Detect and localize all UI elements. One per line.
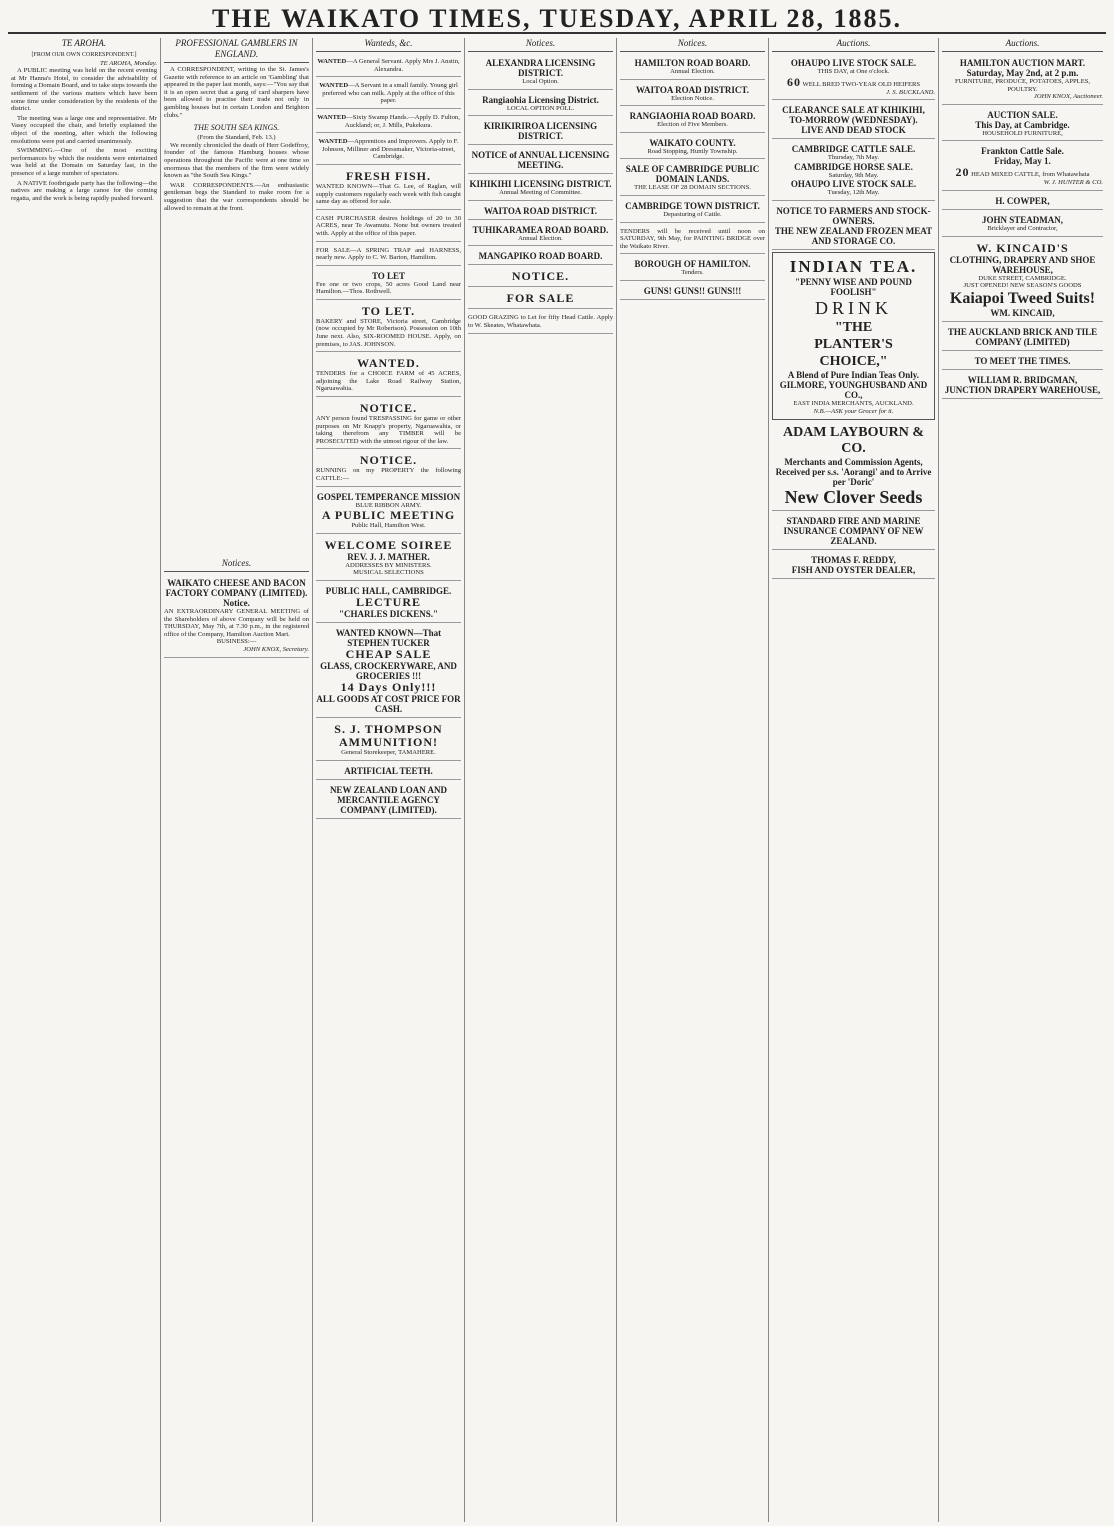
- knox: JOHN KNOX, Auctioneer.: [1033, 93, 1103, 101]
- ad-thompson: [316, 720, 461, 761]
- ad-trap: [316, 244, 461, 266]
- nb: N.B.—ASK your Grocer for it.: [813, 407, 894, 415]
- public-meeting: A PUBLIC MEETING: [321, 508, 456, 523]
- ad-wanted-4: [316, 135, 461, 165]
- hamilton-mart: HAMILTON AUCTION MART.: [959, 58, 1086, 68]
- ohaupo2: OHAUPO LIVE STOCK SALE.: [790, 179, 917, 190]
- frozen: THE NEW ZEALAND FROZEN MEAT AND STORAGE CO.: [774, 225, 933, 246]
- col3-head: Wanteds, &c.: [316, 38, 461, 52]
- lease: THE LEASE OF 28 DOMAIN SECTIONS.: [634, 184, 751, 192]
- ad-title: WANTED: [317, 113, 347, 121]
- ad-wanted-3: [316, 111, 461, 133]
- ad-clearance: [772, 102, 935, 139]
- ad-ohaupo: [772, 55, 935, 100]
- frankton: Frankton Cattle Sale.: [981, 146, 1064, 157]
- column-1: [8, 38, 160, 1522]
- masthead: [0, 4, 1114, 34]
- ad-guns: [620, 283, 765, 300]
- kirikiri-title: KIRIKIRIROA LICENSING DISTRICT.: [483, 121, 598, 142]
- ad-text: —Sixty Swamp Hands.—Apply D. Fulton, Auckland; or, J. Mills, Pukekura.: [344, 113, 460, 129]
- masthead-title: THE WAIKATO TIMES, TUESDAY, APRIL 28, 1885.: [212, 4, 902, 33]
- annual-meeting: Annual Meeting of Committee.: [499, 189, 582, 197]
- the: "THE: [834, 319, 873, 335]
- hall-text: Public Hall, Hamilton West.: [351, 522, 426, 530]
- local-option: Local Option.: [522, 78, 559, 85]
- clothing: CLOTHING, DRAPERY AND SHOE WAREHOUSE,: [949, 254, 1096, 275]
- col2-para2: We recently chronicled the death of Herr Godeffroy, founder of the famous Hamburg houses whose operations throughout the Pacific were at one time so enormous that the members of the firm were widely known as "the South Sea Kings.": [164, 141, 309, 180]
- storekeeper: General Storekeeper, TAMAHERE.: [341, 748, 436, 756]
- bridgman: WILLIAM R. BRIDGMAN,: [967, 374, 1078, 385]
- laybourn: ADAM LAYBOURN & CO.: [782, 425, 925, 457]
- cowper: H. COWPER,: [995, 195, 1050, 206]
- ad-domain-sale: [620, 161, 765, 196]
- bricklayer: Bricklayer and Contractor,: [987, 224, 1058, 232]
- rev-mather: REV. J. J. MATHER.: [347, 551, 430, 562]
- glass: GLASS, CROCKERYWARE, AND GROCERIES !!!: [320, 660, 457, 681]
- thompson: S. J. THOMPSON: [334, 721, 443, 736]
- gilmore: GILMORE, YOUNGHUSBAND AND CO.,: [779, 379, 928, 400]
- ad-text: —A General Servant. Apply Mrs J. Anstin, Alexandra.: [346, 58, 460, 73]
- dickens: "CHARLES DICKENS.": [338, 608, 438, 619]
- tolet-text: Fee one or two crops, 50 acres Good Land near Hamilton.—Thos. Rothwell.: [316, 280, 461, 296]
- ad-bridgman: [942, 372, 1103, 399]
- kincaid: W. KINCAID'S: [976, 240, 1069, 255]
- tuesday: Tuesday, 12th May.: [827, 189, 880, 197]
- penny: "PENNY WISE AND POUND FOOLISH": [795, 276, 912, 297]
- ad-frankton: [942, 143, 1103, 191]
- column-5: [616, 38, 768, 1522]
- ad-wanted-farm: [316, 354, 461, 397]
- ad-title: WANTED: [317, 58, 347, 65]
- wm-kincaid: WM. KINCAID,: [990, 307, 1055, 318]
- ad-meet-times: [942, 353, 1103, 370]
- waitoa-title: WAITOA ROAD DISTRICT.: [484, 205, 597, 216]
- public-hall: PUBLIC HALL, CAMBRIDGE.: [325, 585, 452, 596]
- notice-title: NOTICE.: [359, 401, 418, 416]
- this-day: This Day, at Cambridge.: [975, 119, 1070, 130]
- ad-tolet: [316, 268, 461, 300]
- fourteen-days: 14 Days Only!!!: [340, 679, 437, 694]
- ad-text: —A Servant in a small family. Young girl preferred who can milk. Apply at the office of this paper.: [322, 82, 458, 105]
- ad-steadman: [942, 212, 1103, 237]
- ribbon-text: BLUE RIBBON ARMY.: [355, 501, 422, 509]
- ammunition: AMMUNITION!: [339, 734, 438, 749]
- furniture: FURNITURE, PRODUCE, POTATOES, APPLES, POULTRY.: [954, 78, 1091, 93]
- ad-teeth: [316, 763, 461, 780]
- ad-tenders-bridge: [620, 225, 765, 255]
- ad-gospel: [316, 489, 461, 534]
- teeth: ARTIFICIAL TEETH.: [344, 765, 433, 776]
- duke: DUKE STREET, CAMBRIDGE.: [978, 274, 1067, 282]
- ad-borough: [620, 256, 765, 281]
- cambridge-town: CAMBRIDGE TOWN DISTRICT.: [625, 200, 760, 211]
- running-text: RUNNING on my PROPERTY the following CATTLE:—: [316, 467, 461, 482]
- merchants: Merchants and Commission Agents,: [784, 457, 923, 468]
- reddy: THOMAS F. REDDY,: [811, 555, 896, 566]
- col1-head: TE AROHA.: [61, 38, 107, 48]
- guns: GUNS! GUNS!! GUNS!!!: [643, 285, 742, 296]
- musical: MUSICAL SELECTIONS: [353, 569, 424, 577]
- ad-title: WANTED: [319, 82, 349, 90]
- mixed: HEAD MIXED CATTLE, from Whatawhata: [971, 171, 1090, 179]
- masthead-rule: [8, 32, 1106, 34]
- rangiaohia-title: Rangiaohia Licensing District.: [482, 94, 599, 105]
- live-dead: LIVE AND DEAD STOCK: [801, 125, 906, 136]
- ad-wanted-2: [316, 79, 461, 109]
- col1-para4: A NATIVE footbrigade party has the following—the natives are making a large canoe for the coming regatta, and the work is being rapidly pushed forward.: [11, 179, 157, 202]
- local-poll: LOCAL OPTION POLL.: [506, 104, 575, 112]
- all-goods: ALL GOODS AT COST PRICE FOR CASH.: [316, 693, 461, 714]
- alex-title: ALEXANDRA LICENSING DISTRICT.: [485, 58, 596, 78]
- col1-dateline: TE AROHA, Monday.: [99, 59, 157, 67]
- tuhikaramea-title: TUHIKARAMEA ROAD BOARD.: [472, 224, 609, 235]
- bakery-text: BAKERY and STORE, Victoria street, Cambridge (now occupied by Mr Robertson). Possession on 10th June next. Also, SIX-ROOMED HOUSE. Apply, on premises, to JAS. JOHNSON.: [316, 317, 461, 348]
- ad-reddy: [772, 552, 935, 579]
- wanted2-title: WANTED.: [357, 356, 420, 371]
- col2-head: PROFESSIONAL GAMBLERS IN ENGLAND.: [164, 38, 309, 63]
- ad-forsale: [468, 289, 613, 309]
- col2-para1: A CORRESPONDENT, writing to the St. James's Gazette with reference to an article on 'Gambling' that appeared in the paper last month, says:—"You say that it is an open secret that a gang of card sharpers have been allowed to practise their trade not only in gambling houses but in certain London and Brighton clubs.": [164, 66, 309, 119]
- col2-para3: WAR CORRESPONDENTS.—An enthusiastic gentleman begs the Standard to make room for a suggestion that the war correspondents should be allowed to remain at the front.: [164, 181, 309, 212]
- ad-notice-cattle: [316, 451, 461, 486]
- column-6: [768, 38, 938, 1522]
- standard: STANDARD FIRE AND MARINE INSURANCE COMPANY OF NEW ZEALAND.: [783, 516, 924, 547]
- depasturing: Depasturing of Cattle.: [663, 210, 722, 218]
- kaiapoi: Kaiapoi Tweed Suits!: [949, 289, 1096, 307]
- ad-standard: [772, 513, 935, 550]
- new-clover: New Clover Seeds: [784, 487, 923, 508]
- agency: NEW ZEALAND LOAN AND MERCANTILE AGENCY COMPANY (LIMITED).: [329, 784, 448, 815]
- ad-laybourn: [772, 422, 935, 511]
- heifers: WELL BRED TWO-YEAR OLD HEIFERS: [802, 80, 921, 88]
- column-4: [464, 38, 616, 1522]
- road-stopping: Road Stopping, Huntly Township.: [647, 147, 738, 155]
- ad-annual-licensing: [468, 147, 613, 174]
- ad-hamilton-mart: [942, 55, 1103, 105]
- annual-election: Annual Election.: [518, 234, 563, 242]
- ad-rangiaohia-rb: [620, 108, 765, 133]
- waikato-county: WAIKATO COUNTY.: [649, 137, 736, 148]
- five-members: Election of Five Members.: [657, 121, 728, 129]
- tenders-bridge: TENDERS will be received until noon on SATURDAY, 9th May, for PAINTING BRIDGE over the Waikato River.: [620, 227, 765, 250]
- clearance: CLEARANCE SALE AT KIHIKIHI,: [782, 105, 925, 116]
- ad-indian-tea: [772, 252, 935, 420]
- addresses: ADDRESSES BY MINISTERS.: [345, 561, 432, 569]
- choice: CHOICE,": [819, 353, 888, 369]
- east: EAST INDIA MERCHANTS, AUCKLAND.: [793, 399, 914, 407]
- col1-para2: The meeting was a large one and representative. Mr Vasey occupied the chair, and briefly explained the object of the meeting, after which the following resolutions were put and carried unanimously.: [11, 114, 157, 145]
- farmers: NOTICE TO FARMERS AND STOCK-OWNERS.: [776, 205, 931, 226]
- cheese-notice: Notice.: [223, 598, 250, 608]
- ad-cash: [316, 212, 461, 242]
- welcome-soiree: WELCOME SOIREE: [324, 537, 453, 552]
- cambridge-cattle: CAMBRIDGE CATTLE SALE.: [791, 144, 916, 155]
- col7-head: Auctions.: [942, 38, 1103, 52]
- auction-sale: AUCTION SALE.: [987, 109, 1058, 120]
- just-opened: JUST OPENED! NEW SEASON'S GOODS: [963, 282, 1082, 290]
- borough: BOROUGH OF HAMILTON.: [634, 259, 751, 270]
- ad-rangiaohia-licensing: [468, 92, 613, 117]
- ad-notice: [468, 267, 613, 287]
- ad-waitoa-rd: [620, 82, 765, 107]
- ad-tuhikaramea: [468, 222, 613, 247]
- meet-times: TO MEET THE TIMES.: [974, 355, 1071, 366]
- drink: DRINK: [815, 297, 892, 318]
- ad-title: WANTED: [318, 138, 348, 146]
- columns: [8, 38, 1106, 1522]
- annual-title: NOTICE of ANNUAL LICENSING MEETING.: [471, 150, 610, 171]
- gospel-title: GOSPEL TEMPERANCE MISSION: [316, 491, 461, 502]
- cheese-title: WAIKATO CHEESE AND BACON FACTORY COMPANY (LIMITED).: [165, 578, 308, 598]
- tucker: STEPHEN TUCKER: [347, 637, 430, 648]
- ad-farmers: [772, 203, 935, 250]
- col2-head2: THE SOUTH SEA KINGS.: [193, 123, 280, 133]
- cheese-text: AN EXTRAORDINARY GENERAL MEETING of the Shareholders of above Company will be held on THURSDAY, May 7th, at 7.30 p.m., in the registered office of the Company, Hamilton Auction Mart.: [164, 608, 309, 638]
- ad-kincaid: [942, 239, 1103, 322]
- tolet-title: TO LET: [371, 270, 406, 281]
- friday: Friday, May 1.: [994, 156, 1051, 167]
- col1-para3: SWIMMING.—One of the most exciting performances by which the residents were entertained was held at the Domain on Saturday last, in the presence of a large number of spectators.: [11, 147, 157, 177]
- ad-hamilton-rb: [620, 55, 765, 80]
- ad-fresh-fish: [316, 167, 461, 210]
- ad-tolet-2: [316, 302, 461, 352]
- ad-notice-trespass: [316, 399, 461, 449]
- ad-cambridge-sales: [772, 141, 935, 201]
- mangapiko-title: MANGAPIKO ROAD BOARD.: [478, 251, 603, 262]
- planters: PLANTER'S: [814, 336, 893, 352]
- cheap-sale: CHEAP SALE: [345, 646, 432, 661]
- twenty: 20: [955, 165, 970, 180]
- ad-text: —Apprentices and Improvers. Apply to F. Johnson, Milliner and Dressmaker, Victoria-street, Cambridge.: [321, 138, 459, 161]
- column-2-notices: [160, 558, 312, 1522]
- tolet2-title: TO LET.: [361, 303, 416, 318]
- ad-kirikiriroa: [468, 118, 613, 145]
- thursday: Thursday, 7th May.: [827, 154, 880, 162]
- ad-grazing: [468, 311, 613, 333]
- ad-waikato-county: [620, 135, 765, 160]
- ad-kihikihi: [468, 176, 613, 201]
- col1-sub: [FROM OUR OWN CORRESPONDENT.]: [31, 52, 137, 58]
- forsale-title: FOR SALE: [506, 291, 575, 306]
- steadman: JOHN STEADMAN,: [981, 214, 1063, 225]
- ad-brick: [942, 324, 1103, 351]
- column-7: [938, 38, 1106, 1522]
- col4-head: Notices.: [468, 38, 613, 52]
- sat2: Saturday, May 2nd, at 2 p.m.: [966, 68, 1079, 78]
- fresh-fish-text: WANTED KNOWN—That G. Lee, of Raglan, will supply customers regularly each week with fish caught same day as offered for sale.: [316, 182, 461, 206]
- junction: JUNCTION DRAPERY WAREHOUSE,: [944, 384, 1101, 395]
- column-3: [312, 38, 464, 1522]
- ad-agency: [316, 782, 461, 819]
- tomorrow: TO-MORROW (WEDNESDAY).: [789, 115, 918, 126]
- blend: A Blend of Pure Indian Teas Only.: [787, 369, 920, 380]
- saturday: Saturday, 9th May.: [828, 171, 879, 179]
- ad-soiree: [316, 536, 461, 581]
- grazing-text: GOOD GRAZING to Let for fifty Head Cattle. Apply to W. Skeates, Whatawhata.: [468, 314, 613, 329]
- ohaupo-title: OHAUPO LIVE STOCK SALE.: [790, 58, 917, 68]
- election-notice: Election Notice.: [671, 94, 714, 102]
- cheese-secretary: JOHN KNOX, Secretary.: [243, 645, 309, 653]
- rangiaohia-rb: RANGIAOHIA ROAD BOARD.: [629, 111, 756, 122]
- ad-auction-sale: [942, 107, 1103, 142]
- buckland: J. S. BUCKLAND.: [886, 88, 935, 96]
- col1-para1: A PUBLIC meeting was held on the recent evening at Mr Hanna's Hotel, to consider the advisability of forming a Domain Board, and to take steps towards the settlement of the various matters which have been some time under consideration by the residents of the district.: [11, 67, 157, 113]
- notice2-title: NOTICE.: [359, 453, 418, 468]
- kihikihi-title: KIHIKIHI LICENSING DISTRICT.: [469, 179, 612, 190]
- hamilton-rb: HAMILTON ROAD BOARD.: [634, 58, 751, 68]
- ad-cambridge-town: [620, 198, 765, 223]
- ad-lecture: [316, 583, 461, 623]
- horse-sale: CAMBRIDGE HORSE SALE.: [794, 161, 913, 172]
- ad-mangapiko: [468, 248, 613, 265]
- ad-alexandra: [468, 55, 613, 90]
- received: Received per s.s. 'Aorangi' and to Arrive per 'Doric': [775, 467, 932, 488]
- ad-tucker: [316, 625, 461, 718]
- notice-title: NOTICE.: [511, 269, 570, 284]
- indian-tea: INDIAN TEA.: [789, 256, 918, 276]
- hunter: W. J. HUNTER & CO.: [1043, 179, 1103, 187]
- tenders-text: TENDERS for a CHOICE FARM of 45 ACRES, adjoining the Lake Road Railway Station, Ngaruawahia.: [316, 370, 461, 393]
- trap-text: FOR SALE—A SPRING TRAP and HARNESS, nearly new. Apply to C. W. Barton, Hamilton.: [316, 246, 461, 262]
- ad-cheese: [164, 575, 309, 658]
- sixty: 60: [786, 74, 801, 89]
- household: HOUSEHOLD FURNITURE,: [982, 129, 1063, 137]
- wanted-known: WANTED KNOWN—That: [335, 627, 442, 638]
- cash-text: CASH PURCHASER desires holdings of 20 to 30 ACRES, near Te Awamutu. None but owners treated with. Apply at the office of this paper.: [316, 214, 461, 237]
- domain-sale: SALE OF CAMBRIDGE PUBLIC DOMAIN LANDS.: [625, 164, 760, 185]
- ad-cowper: [942, 193, 1103, 210]
- col2-sub2: (From the Standard, Feb. 13.): [197, 134, 276, 142]
- ad-waitoa: [468, 203, 613, 220]
- thisday: THIS DAY, at One o'clock.: [817, 68, 890, 75]
- fresh-fish-title: FRESH FISH.: [345, 168, 431, 183]
- ad-wanted-1: [316, 55, 461, 77]
- waitoa-rd: WAITOA ROAD DISTRICT.: [636, 84, 749, 95]
- col6-head: Auctions.: [772, 38, 935, 52]
- col5-head: Notices.: [620, 38, 765, 52]
- annual-election: Annual Election.: [670, 68, 715, 75]
- tenders: Tenders.: [681, 269, 704, 277]
- business: BUSINESS:—: [216, 638, 257, 646]
- notice-text: ANY person found TRESPASSING for game or other purposes on Mr Knapp's property, Ngaruawahia, or taking therefrom any TIMBER will be PROSECUTED with the utmost rigour of the law.: [316, 415, 461, 445]
- notices-head: Notices.: [164, 558, 309, 572]
- brick: THE AUCKLAND BRICK AND TILE COMPANY (LIMITED): [947, 326, 1098, 347]
- fish-dealer: FISH AND OYSTER DEALER,: [791, 565, 916, 576]
- lecture: LECTURE: [355, 594, 421, 609]
